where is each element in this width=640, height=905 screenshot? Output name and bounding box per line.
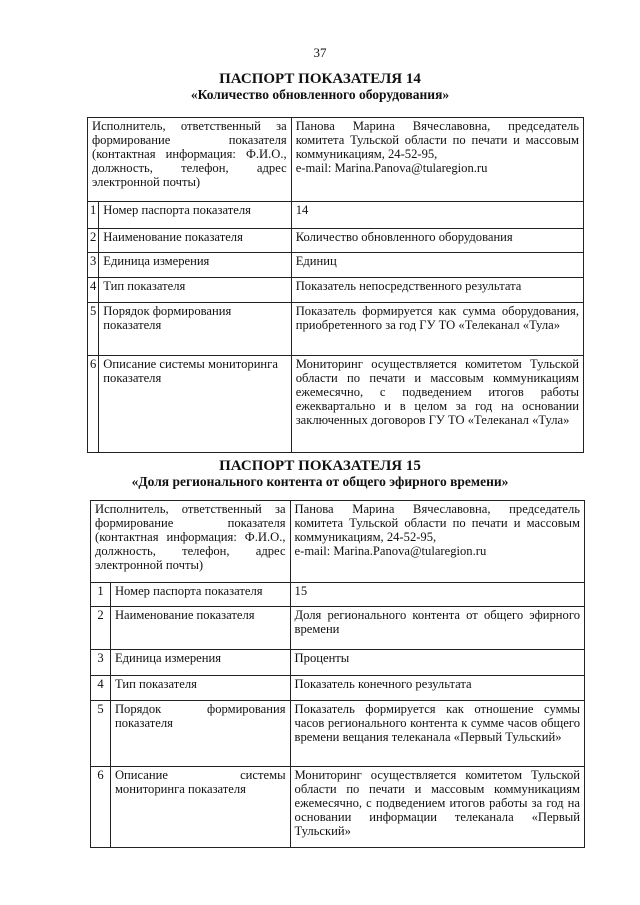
row-value: Показатель конечного результата — [290, 676, 584, 701]
row-label: Наименование показателя — [99, 229, 291, 253]
row-value: Количество обновленного оборудования — [291, 229, 583, 253]
table-row — [91, 767, 585, 848]
row-value: Проценты — [290, 650, 584, 676]
row-label: Описание системы мониторинга показателя — [99, 356, 291, 453]
passport-15-heading — [0, 458, 640, 490]
executor-label: Исполнитель, ответственный за формирование показателя (контактная информация: Ф.И.О., должность, телефон, адрес электронной почты) — [88, 118, 292, 202]
row-value: Единиц — [291, 253, 583, 278]
row-label: Тип показателя — [110, 676, 290, 701]
row-number: 4 — [88, 278, 99, 303]
row-value: Мониторинг осуществляется комитетом Тульской области по печати и массовым коммуникациям ежемесячно, с подведением итогов работы ежеквартально и в целом за год на основании заключенных договоров ГУ ТО «Телеканал «Тула» — [291, 356, 583, 453]
executor-value: Панова Марина Вячеславовна, председатель комитета Тульской области по печати и массовым коммуникациям, 24-52-95, e-mail: Marina.Panova@tularegion.ru — [291, 118, 583, 202]
table-row — [88, 356, 584, 453]
row-number: 6 — [91, 767, 111, 848]
table-row — [88, 229, 584, 253]
table-row — [88, 202, 584, 229]
row-number: 6 — [88, 356, 99, 453]
row-number: 1 — [88, 202, 99, 229]
table-row — [88, 278, 584, 303]
row-number: 2 — [88, 229, 99, 253]
table-row — [91, 583, 585, 607]
row-label: Номер паспорта показателя — [110, 583, 290, 607]
row-value: Показатель непосредственного результата — [291, 278, 583, 303]
passport-15-table — [90, 500, 585, 848]
table-row — [88, 253, 584, 278]
row-value: 15 — [290, 583, 584, 607]
passport-14-heading — [0, 71, 640, 103]
row-number: 3 — [88, 253, 99, 278]
row-value: Показатель формируется как отношение суммы часов регионального контента к сумме часов общего времени вещания телеканала «Первый Тульский» — [290, 701, 584, 767]
executor-value: Панова Марина Вячеславовна, председатель комитета Тульской области по печати и массовым коммуникациям, 24-52-95, e-mail: Marina.Panova@tularegion.ru — [290, 501, 584, 583]
row-number: 2 — [91, 607, 111, 650]
row-value: Доля регионального контента от общего эфирного времени — [290, 607, 584, 650]
page-number: 37 — [313, 45, 327, 60]
row-value: Показатель формируется как сумма оборудования, приобретенного за год ГУ ТО «Телеканал «Тула» — [291, 303, 583, 356]
passport-subtitle: «Количество обновленного оборудования» — [190, 87, 450, 102]
table-row — [91, 501, 585, 583]
row-number: 1 — [91, 583, 111, 607]
row-label: Единица измерения — [99, 253, 291, 278]
row-label: Единица измерения — [110, 650, 290, 676]
row-number: 5 — [88, 303, 99, 356]
row-number: 5 — [91, 701, 111, 767]
row-number: 4 — [91, 676, 111, 701]
row-label: Наименование показателя — [110, 607, 290, 650]
table-row — [91, 676, 585, 701]
passport-title: ПАСПОРТ ПОКАЗАТЕЛЯ 14 — [219, 71, 421, 87]
passport-14-table — [87, 117, 584, 453]
row-label: Тип показателя — [99, 278, 291, 303]
row-number: 3 — [91, 650, 111, 676]
row-value: Мониторинг осуществляется комитетом Тульской области по печати и массовым коммуникациям ежемесячно, с подведением итогов работы за год на основании информации телеканала «Первый Тульский» — [290, 767, 584, 848]
row-label: Порядок формирования показателя — [110, 701, 290, 767]
passport-title: ПАСПОРТ ПОКАЗАТЕЛЯ 15 — [219, 458, 421, 474]
table-row — [88, 303, 584, 356]
table-row — [91, 607, 585, 650]
table-row — [91, 650, 585, 676]
passport-subtitle: «Доля регионального контента от общего эфирного времени» — [131, 474, 509, 489]
row-value: 14 — [291, 202, 583, 229]
row-label: Номер паспорта показателя — [99, 202, 291, 229]
row-label: Порядок формирования показателя — [99, 303, 291, 356]
table-row — [88, 118, 584, 202]
table-row — [91, 701, 585, 767]
row-label: Описание системы мониторинга показателя — [110, 767, 290, 848]
executor-label: Исполнитель, ответственный за формирование показателя (контактная информация: Ф.И.О., должность, телефон, адрес электронной почты) — [91, 501, 291, 583]
